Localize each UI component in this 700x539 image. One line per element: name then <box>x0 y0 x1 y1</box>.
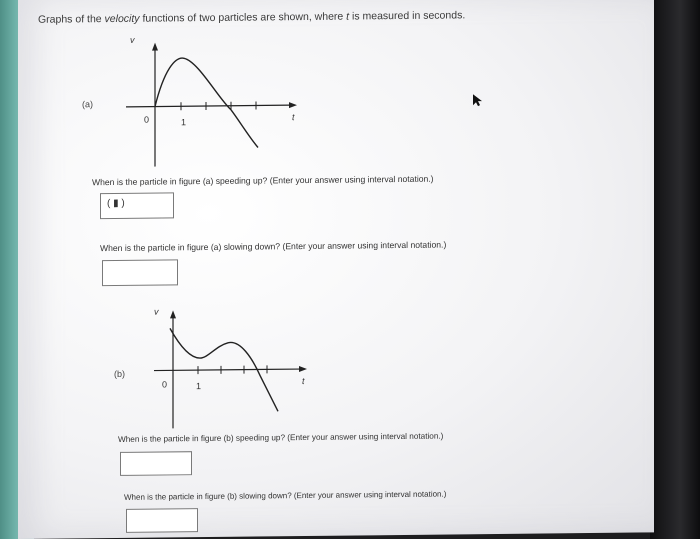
answer-b-slowing-input[interactable] <box>126 508 198 533</box>
figure-b-origin-label: 0 <box>162 379 168 390</box>
figure-b-v-label: v <box>154 306 159 317</box>
figure-a-one-label: 1 <box>181 117 187 128</box>
question-a-speeding: When is the particle in figure (a) speeding up? (Enter your answer using interval notation.) <box>92 173 434 188</box>
problem-statement: Graphs of the velocity functions of two particles are shown, where t is measured in seconds. <box>38 9 466 26</box>
figure-b-v-arrow-icon <box>170 310 176 318</box>
right-background <box>650 0 700 539</box>
question-a-slowing: When is the particle in figure (a) slowing down? (Enter your answer using interval notation.) <box>100 239 447 254</box>
worksheet-page <box>18 0 654 539</box>
figure-b-graph <box>18 0 338 440</box>
question-b-slowing: When is the particle in figure (b) slowing down? (Enter your answer using interval notation.) <box>124 489 447 502</box>
figure-b-t-axis <box>154 369 300 371</box>
figure-b-t-label: t <box>302 375 305 387</box>
figure-a-origin-label: 0 <box>144 114 150 125</box>
figure-b-one-label: 1 <box>196 381 202 392</box>
question-b-speeding: When is the particle in figure (b) speeding up? (Enter your answer using interval notation.) <box>118 431 444 444</box>
figure-a-v-label: v <box>130 34 135 45</box>
figure-a-label: (a) <box>82 99 93 110</box>
figure-b-t-arrow-icon <box>299 366 307 372</box>
figure-b-label: (b) <box>114 368 125 379</box>
answer-b-speeding-input[interactable] <box>120 451 192 476</box>
figure-a-t-label: t <box>292 112 295 123</box>
answer-a-speeding-value: ( ▮ ) <box>107 197 125 210</box>
mouse-pointer-icon <box>472 93 482 107</box>
